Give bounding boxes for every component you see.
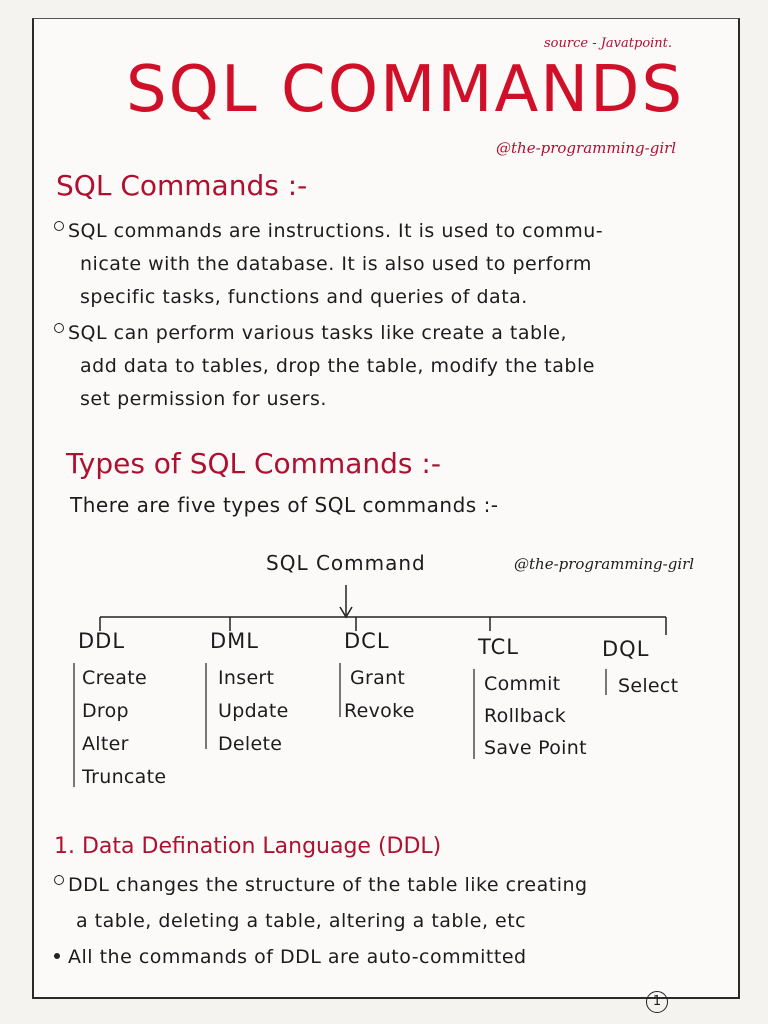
tcl-item: Rollback	[484, 705, 567, 727]
bullet-line: specific tasks, functions and queries of data.	[80, 286, 528, 308]
notebook-page	[32, 18, 740, 1009]
ddl-item: Alter	[82, 733, 129, 755]
dml-item: Insert	[218, 667, 275, 689]
author-handle-top: @the-programming-girl	[496, 139, 677, 157]
page-title: SQL COMMANDS	[126, 53, 685, 127]
diagram-root-label: SQL Command	[266, 551, 426, 575]
section-heading-sql-commands: SQL Commands :-	[56, 169, 308, 202]
ddl-item: Create	[82, 667, 147, 689]
bullet-line: nicate with the database. It is also used to perform	[80, 253, 592, 275]
dml-item: Delete	[218, 733, 283, 755]
category-dml: DML	[210, 629, 259, 653]
ddl-paragraph-2	[54, 939, 527, 975]
section-heading-ddl: 1. Data Defination Language (DDL)	[54, 834, 442, 859]
ddl-paragraph-1	[54, 867, 588, 939]
dql-item: Select	[618, 675, 679, 697]
section-heading-types: Types of SQL Commands :-	[66, 447, 441, 480]
dcl-item: Revoke	[344, 700, 415, 722]
bullet-line: a table, deleting a table, altering a table, etc	[76, 910, 527, 932]
author-handle-diagram: @the-programming-girl	[514, 555, 695, 573]
source-note: source - Javatpoint.	[544, 36, 673, 51]
tcl-item: Commit	[484, 673, 561, 695]
tcl-item: Save Point	[484, 737, 587, 759]
dcl-item: Grant	[350, 667, 406, 689]
bullet-line: SQL commands are instructions. It is used to commu-	[54, 215, 603, 248]
category-tcl: TCL	[478, 635, 519, 659]
category-dcl: DCL	[344, 629, 390, 653]
category-dql: DQL	[602, 637, 650, 661]
bullet-line: set permission for users.	[80, 388, 327, 410]
circle-bullet-icon	[54, 875, 64, 885]
category-ddl: DDL	[78, 629, 126, 653]
ddl-item: Drop	[82, 700, 129, 722]
bullet-line: add data to tables, drop the table, modify the table	[80, 355, 595, 377]
dml-item: Update	[218, 700, 289, 722]
dot-bullet-icon	[54, 953, 60, 959]
bullet-line: DDL changes the structure of the table like creating	[54, 867, 588, 903]
bullet-line: All the commands of DDL are auto-committed	[54, 939, 527, 975]
ddl-item: Truncate	[82, 766, 167, 788]
bullet-line: SQL can perform various tasks like create a table,	[54, 317, 595, 350]
page-number: 1	[646, 991, 668, 1013]
types-intro: There are five types of SQL commands :-	[70, 493, 499, 517]
